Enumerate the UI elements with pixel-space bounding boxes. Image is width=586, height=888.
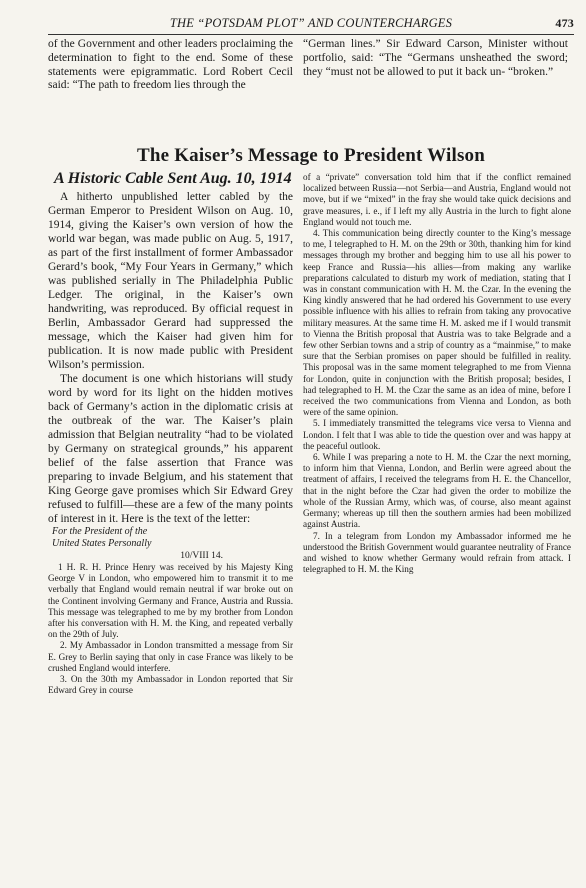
article-right-column: [303, 172, 571, 575]
letter-paragraph-2: 2. My Ambassador in London transmitted a message from Sir E. Grey to Berlin saying that only in case France was likely to be crushed England would interfere.: [48, 640, 293, 673]
letter-salutation-1: For the President of the: [52, 526, 148, 537]
article-title: The Kaiser’s Message to President Wilson: [136, 145, 486, 166]
intro-paragraph-2: The document is one which historians will study word by word for its light on the hidden motives back of Germany’s action in the diplomatic crisis at the outbreak of the war. The Kaiser’s plain admission that Belgian neutrality “had to be violated by Germany on strategical grounds,” his apparent belief of the false assertion that France was preparing to invade Belgium, and his statement that King George gave promises which Sir Edward Grey refused to fulfill—these are a few of the many points of interest in it. Here is the text of the letter:: [48, 373, 293, 525]
letter-paragraph-4: 4. This communication being directly counter to the King’s message to me, I telegraphed to H. M. on the 29th or 30th, thanking him for kind messages through my brother and begging him to use all his power to keep France and Russia—his allies—from making any warlike preparations calculated to disturb my work of mediation, stating that I was in constant communication with H. M. the Czar. In the evening the King kindly answered that he had ordered his Government to use every possible influence with his allies to refrain from taking any provocative military measures. At the same time H. M. asked me if I would transmit to Vienna the British proposal that Austria was to take Belgrade and a few other Serbian towns and a strip of country as a “mainmise,” to make sure that the Serbian promises on paper should be fulfilled in reality. This proposal was in the same moment telegraphed to me from Vienna for London, quite in conjunction with the British proposal; besides, I had telegraphed to H. M. the Czar the same as an idea of mine, before I received the two communications from Vienna and London, as both were of the same opinion.: [303, 228, 571, 418]
intro-paragraph-1: A hitherto unpublished letter cabled by the German Emperor to President Wilson on Aug. 10, 1914, giving the Kaiser’s own version of how the world war began, was made public on Aug. 5, 1917, as part of the first installment of former Ambassador Gerard’s book, “My Four Years in Germany,” which was published serially in The Philadelphia Public Ledger. The original, in the Kaiser’s own handwriting, was reproduced. By official request in Berlin, Ambassador Gerard had suppressed the message, which the Kaiser had given him for publication. It is now made public with President Wilson’s permission.: [48, 191, 293, 371]
top-left-column: [48, 38, 293, 93]
header-rule: [48, 34, 574, 35]
letter-paragraph-5: 5. I immediately transmitted the telegrams vice versa to Vienna and London. I felt that I was able to tide the question over and was happy at the peaceful outlook.: [303, 418, 571, 451]
preceding-text-left: of the Government and other leaders proclaiming the determination to fight to the end. Some of these statements were epigrammatic. Lord Robert Cecil said: “The path to freedom lies through the: [48, 38, 293, 92]
page-number: 473: [555, 16, 574, 30]
letter-date: 10/VIII 14.: [180, 551, 223, 561]
article-left-column: [48, 172, 293, 696]
top-right-column: [303, 38, 568, 79]
preceding-text-right: “German lines.” Sir Edward Carson, Minister without portfolio, said: “The “Germans unsheathed the sword; they “must not be allowed to put it back un- “broken.”: [303, 38, 568, 78]
letter-paragraph-6: 6. While I was preparing a note to H. M. the Czar the next morning, to inform him that Vienna, London, and Berlin were agreed about the treatment of affairs, I received the telegrams from H. E. the Chancellor, that in the night before the Czar had given the order to mobilize the whole of the Russian Army, which was, of course, also meant against Germany; whereas up till then the southern armies had been mobilized against Austria.: [303, 452, 571, 530]
letter-paragraph-7: 7. In a telegram from London my Ambassador informed me he understood the British Government would guarantee neutrality of France and wished to know whether Germany would refrain from attack. I telegraphed to H. M. the King: [303, 530, 571, 575]
article-subtitle: A Historic Cable Sent Aug. 10, 1914: [54, 170, 292, 187]
letter-salutation-2: United States Personally: [52, 538, 152, 549]
running-header-title: THE “POTSDAM PLOT” AND COUNTERCHARGES: [169, 16, 453, 30]
letter-paragraph-3-start: 3. On the 30th my Ambassador in London reported that Sir Edward Grey in course: [48, 674, 293, 696]
letter-paragraph-3-continued: of a “private” conversation told him that if the conflict remained localized between Russia—not Serbia—and Austria, England would not move, but if we “mixed” in the fray she would take quick decisions and grave measures, i. e., if I left my ally Austria in the lurch to fight alone England would not touch me.: [303, 172, 571, 227]
letter-paragraph-1: 1 H. R. H. Prince Henry was received by his Majesty King George V in London, who empowered him to transmit it to me verbally that England would remain neutral if war broke out on the Continent involving Germany and France, Austria and Russia. This message was telegraphed to me by my brother from London after his conversation with H. M. the King, and repeated verbally on the 29th of July.: [48, 562, 293, 640]
